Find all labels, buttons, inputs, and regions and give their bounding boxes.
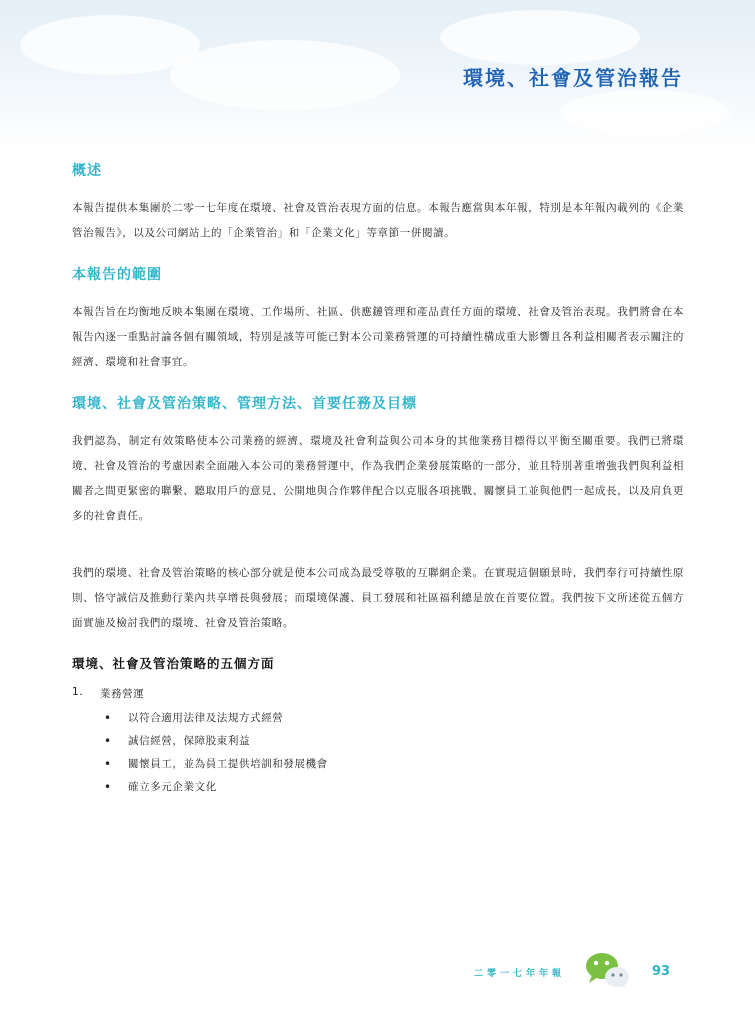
bullet-text: 以符合適用法律及法規方式經營 xyxy=(128,712,284,724)
section-heading-strategy: 環境、社會及管治策略、管理方法、首要任務及目標 xyxy=(72,396,417,412)
report-content xyxy=(72,160,684,799)
bullet-icon: • xyxy=(104,780,112,794)
section-heading-overview: 概述 xyxy=(72,163,102,179)
section-heading-scope: 本報告的範圍 xyxy=(72,267,162,283)
bullet-icon: • xyxy=(104,757,112,771)
bullet-item xyxy=(104,730,684,753)
five-aspects-heading: 環境、社會及管治策略的五個方面 xyxy=(72,656,275,671)
bullet-item xyxy=(104,753,684,776)
scope-paragraph: 本報告旨在均衡地反映本集團在環境、工作場所、社區、供應鏈管理和產品責任方面的環境、社會及管治表現。我們將會在本報告內逐一重點討論各個有關領域，特別是該等可能已對本公司業務營運的可持續性構成重大影響且各利益相關者表示關注的經濟、環境和社會事宜。 xyxy=(72,306,684,368)
list-number: 1. xyxy=(72,686,84,698)
bullet-list xyxy=(72,707,684,799)
wechat-logo-icon xyxy=(583,950,633,990)
bullet-text: 關懷員工，並為員工提供培訓和發展機會 xyxy=(128,758,328,770)
cloud-decoration xyxy=(560,90,730,135)
overview-paragraph: 本報告提供本集團於二零一七年度在環境、社會及管治表現方面的信息。本報告應當與本年報，特別是本年報內載列的《企業管治報告》，以及公司網站上的「企業管治」和「企業文化」等章節一併閱讀。 xyxy=(72,202,684,239)
bullet-icon: • xyxy=(104,734,112,748)
strategy-paragraph-1: 我們認為，制定有效策略使本公司業務的經濟、環境及社會利益與公司本身的其他業務目標得以平衡至關重要。我們已將環境、社會及管治的考慮因素全面融入本公司的業務營運中，作為我們企業發展策略的一部分，並且特別著重增強我們與利益相關者之間更緊密的聯繫、聽取用戶的意見、公開地與合作夥伴配合以克服各項挑戰、關懷員工並與他們一起成長，以及肩負更多的社會責任。 xyxy=(72,435,684,522)
list-item-label: 業務營運 xyxy=(100,688,145,700)
annual-report-label: 二零一七年年報 xyxy=(474,969,566,979)
bullet-item xyxy=(104,776,684,799)
page-title: 環境、社會及管治報告 xyxy=(463,66,683,90)
cloud-decoration xyxy=(170,40,400,110)
bullet-item xyxy=(104,707,684,730)
bullet-text: 確立多元企業文化 xyxy=(128,781,217,793)
page-number: 93 xyxy=(652,964,671,979)
bullet-text: 誠信經營，保障股東利益 xyxy=(128,735,251,747)
bullet-icon: • xyxy=(104,711,112,725)
cloud-decoration xyxy=(440,10,640,65)
strategy-paragraph-2: 我們的環境、社會及管治策略的核心部分就是使本公司成為最受尊敬的互聯網企業。在實現這個願景時，我們奉行可持續性原則、恪守誠信及推動行業內共享增長與發展；而環境保護、員工發展和社區福利總是放在首要位置。我們按下文所述從五個方面實施及檢討我們的環境、社會及管治策略。 xyxy=(72,567,684,629)
numbered-list-item xyxy=(72,686,684,701)
